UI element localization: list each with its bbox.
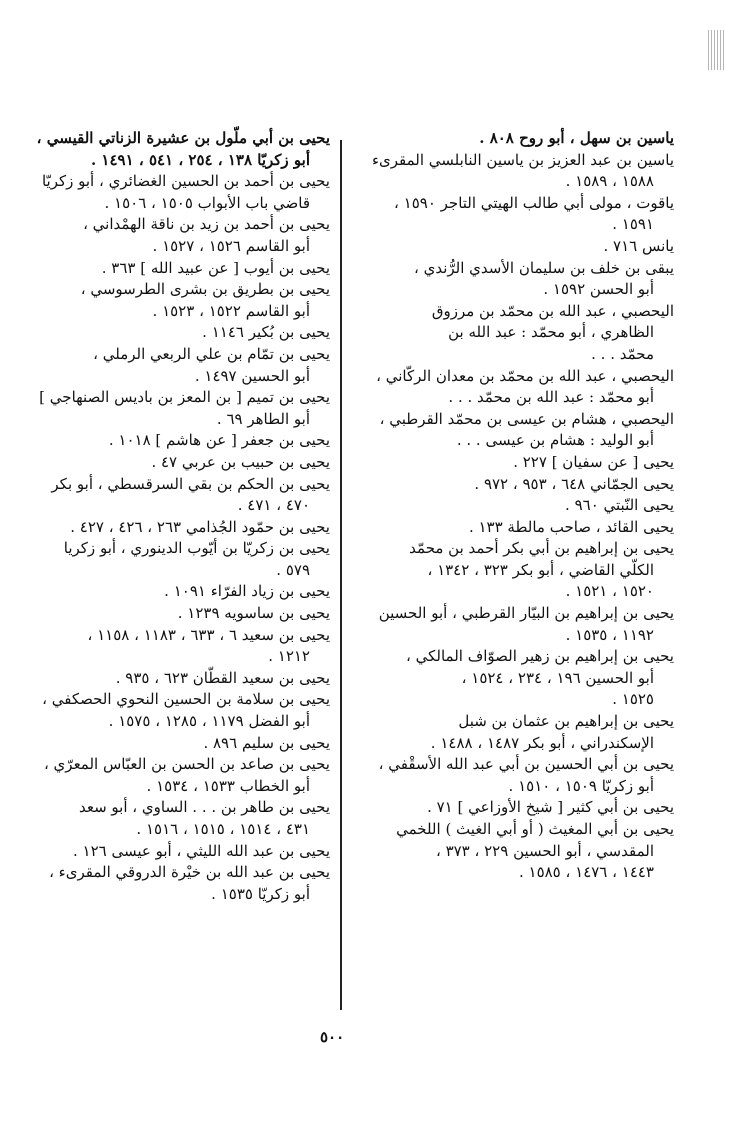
index-entry <box>30 128 330 171</box>
index-entry <box>352 128 674 150</box>
entry-heading-line: يحيى بن عبد الله الليثي ، أبو عيسى ١٢٦ . <box>73 841 330 860</box>
index-entry <box>30 171 330 214</box>
entry-heading-line: يحيى بن حمّود الجُذامي ٢٦٣ ، ٤٢٦ ، ٤٢٧ . <box>70 517 330 536</box>
entry-continuation-line: قاضي باب الأبواب ١٥٠٥ ، ١٥٠٦ . <box>104 193 310 212</box>
entry-heading-line: يحيى بن إبراهيم بن أبي بكر أحمد بن محمّد <box>409 539 674 558</box>
entry-heading-line: يحيى بن زياد الفرّاء ١٠٩١ . <box>164 582 330 601</box>
entry-heading-line: يحيى بن إبراهيم بن البيّار القرطبي ، أبو الحسين <box>378 604 674 623</box>
entry-continuation-line: أبو زكريّا ١٥٠٩ ، ١٥١٠ . <box>508 776 654 795</box>
entry-heading-line: يحيى بن جعفر [ عن هاشم ] ١٠١٨ . <box>108 431 330 450</box>
entry-continuation-line: أبو زكريّا ١٣٨ ، ٢٥٤ ، ٥٤١ ، ١٤٩١ . <box>90 150 310 169</box>
index-entry <box>352 150 674 193</box>
entry-heading-line: يحيى بن أبي الحسين بن أبي عبد الله الأسقْفي ، <box>378 755 674 774</box>
entry-continuation-line: ١٥٨٨ ، ١٥٨٩ . <box>565 172 654 191</box>
index-entry <box>30 322 330 344</box>
index-entry <box>30 841 330 863</box>
index-entry <box>352 517 674 539</box>
entry-heading-line: يحيى بن تمّام بن علي الربعي الرملي ، <box>93 344 330 363</box>
index-entry <box>30 214 330 257</box>
entry-heading-line: يحيى القائد ، صاحب مالطة ١٣٣ . <box>468 517 674 536</box>
entry-continuation-line: ٤٧٠ ، ٤٧١ . <box>237 496 310 515</box>
index-entry <box>30 344 330 387</box>
entry-heading-line: يحيى بن أيوب [ عن عبيد الله ] ٣٦٣ . <box>101 258 330 277</box>
entry-continuation-line: المقدسي ، أبو الحسين ٢٢٩ ، ٣٧٣ ، <box>435 841 654 860</box>
index-column-right <box>352 128 674 884</box>
entry-continuation-line: ١٢١٢ . <box>268 647 310 666</box>
index-entry <box>352 301 674 366</box>
index-entry <box>352 711 674 754</box>
entry-continuation-line: أبو الفضل ١١٧٩ ، ١٢٨٥ ، ١٥٧٥ . <box>108 712 310 731</box>
index-entry <box>30 668 330 690</box>
index-entry <box>352 409 674 452</box>
index-entry <box>352 797 674 819</box>
entry-continuation-line: أبو القاسم ١٥٢٢ ، ١٥٢٣ . <box>152 301 310 320</box>
entry-continuation-line: أبو الخطاب ١٥٣٣ ، ١٥٣٤ . <box>146 776 310 795</box>
entry-continuation-line: ٤٣١ ، ١٥١٤ ، ١٥١٥ ، ١٥١٦ . <box>136 820 310 838</box>
column-divider <box>340 140 342 1010</box>
entry-continuation-line: أبو الحسين ١٩٦ ، ٢٣٤ ، ١٥٢٤ ، <box>461 668 654 687</box>
entry-heading-line: يحيى بن سليم ٨٩٦ . <box>203 733 330 752</box>
index-entry <box>352 366 674 409</box>
entry-heading-line: يحيى بن أحمد بن زيد بن ناقة الهمْداني ، <box>83 215 330 234</box>
entry-heading-line: يانس ٧١٦ . <box>603 236 674 255</box>
page-number: ٥٠٠ <box>320 1028 345 1046</box>
index-entry <box>30 603 330 625</box>
entry-heading-line: يحيى بن تميم [ بن المعز بن باديس الصنهاجي ] <box>39 388 330 407</box>
entry-continuation-line: أبو الحسين ١٤٩٧ . <box>194 366 310 385</box>
index-entry <box>352 538 674 603</box>
index-entry <box>352 193 674 236</box>
entry-heading-line: يحيى بن زكريّا بن أيّوب الدينوري ، أبو زكريا <box>63 539 330 558</box>
entry-heading-line: يحيى النّبتي ٩٦٠ . <box>565 496 674 515</box>
index-entry <box>352 452 674 474</box>
entry-heading-line: اليحصبي ، عبد الله بن محمّد بن معدان الركّاني ، <box>376 366 674 385</box>
entry-heading-line: ياقوت ، مولى أبي طالب الهيتي التاجر ١٥٩٠ ، <box>394 193 674 212</box>
index-entry <box>30 279 330 322</box>
scan-edge-artifact <box>708 30 724 70</box>
index-entry <box>352 258 674 301</box>
entry-heading-line: يحيى بن سعيد ٦ ، ٦٣٣ ، ١١٨٣ ، ١١٥٨ ، <box>87 625 330 644</box>
entry-continuation-line: ١٥٢٥ . <box>612 690 654 709</box>
entry-continuation-line: أبو الطاهر ٦٩ . <box>216 409 310 428</box>
entry-heading-line: يحيى بن سلامة بن الحسين النحوي الحصكفي ، <box>42 690 330 709</box>
entry-heading-line: يبقى بن خلف بن سليمان الأسدي الرُّندي ، <box>414 258 674 277</box>
entry-heading-line: يحيى بن عبد الله بن خيْرة الدروقي المقرىء ، <box>49 863 330 882</box>
index-entry <box>352 474 674 496</box>
entry-continuation-line: أبو القاسم ١٥٢٦ ، ١٥٢٧ . <box>152 236 310 255</box>
entry-heading-line: يحيى بن أحمد بن الحسين الغضائري ، أبو زكريّا <box>41 172 330 191</box>
index-entry <box>30 387 330 430</box>
entry-heading-line: يحيى بن حبيب بن عربي ٤٧ . <box>151 452 330 471</box>
entry-heading-line: يحيى بن ساسويه ١٢٣٩ . <box>177 604 330 623</box>
entry-heading-line: يحيى بن إبراهيم بن عثمان بن شبل <box>458 712 674 731</box>
index-entry <box>352 236 674 258</box>
entry-continuation-line: الظاهري ، أبو محمّد : عبد الله بن <box>448 323 654 342</box>
entry-continuation-line: ١٥٩١ . <box>612 215 654 234</box>
entry-heading-line: يحيى بن إبراهيم بن زهير الصوّاف المالكي ، <box>405 647 674 666</box>
index-entry <box>30 862 330 905</box>
index-entry <box>352 603 674 646</box>
entry-continuation-line: أبو محمّد : عبد الله بن محمّد . . . <box>448 388 654 407</box>
entry-continuation-line: أبو الوليد : هشام بن عيسى . . . <box>456 431 654 450</box>
index-entry <box>352 646 674 711</box>
index-entry <box>30 797 330 840</box>
entry-continuation-line: ١٤٤٣ ، ١٤٧٦ ، ١٥٨٥ . <box>518 863 654 882</box>
entry-heading-line: اليحصبي ، هشام بن عيسى بن محمّد القرطبي ، <box>379 409 674 428</box>
index-entry <box>30 625 330 668</box>
entry-continuation-line: ١٥٢٠ ، ١٥٢١ . <box>565 582 654 601</box>
entry-continuation-line: ١١٩٢ ، ١٥٣٥ . <box>565 625 654 644</box>
entry-heading-line: ياسين بن عبد العزيز بن ياسين النابلسي المقرىء <box>371 150 674 169</box>
entry-heading-line: يحيى بن الحكم بن بقي السرقسطي ، أبو بكر <box>51 474 330 493</box>
entry-heading-line: يحيى بن سعيد القطّان ٦٢٣ ، ٩٣٥ . <box>115 668 330 687</box>
entry-heading-line: يحيى [ عن سفيان ] ٢٢٧ . <box>513 452 674 471</box>
index-entry <box>30 689 330 732</box>
index-entry <box>30 538 330 581</box>
index-column-left <box>30 128 330 905</box>
index-entry <box>30 733 330 755</box>
entry-heading-line: اليحصبي ، عبد الله بن محمّد بن مرزوق <box>431 301 674 320</box>
entry-continuation-line: الكلّي القاضي ، أبو بكر ٣٢٣ ، ١٣٤٢ ، <box>427 560 654 579</box>
index-entry <box>352 495 674 517</box>
entry-heading-line: يحيى بن طاهر بن . . . الساوي ، أبو سعد <box>78 798 330 817</box>
entry-continuation-line: الإسكندراني ، أبو بكر ١٤٨٧ ، ١٤٨٨ . <box>430 733 654 752</box>
entry-heading-line: يحيى بن بُكير ١١٤٦ . <box>202 323 330 342</box>
entry-continuation-line: محمّد . . . <box>591 344 654 363</box>
entry-heading-line: يحيى بن بطريق بن بشرى الطرسوسي ، <box>80 280 330 299</box>
index-entry <box>30 581 330 603</box>
entry-continuation-line: أبو زكريّا ١٥٣٥ . <box>211 884 310 903</box>
index-entry <box>30 517 330 539</box>
entry-continuation-line: ٥٧٩ . <box>276 560 310 579</box>
entry-heading-line: يحيى بن أبي المغيث ( أو أبي الغيث ) اللخمي <box>396 820 674 838</box>
entry-heading-line: ياسين بن سهل ، أبو روح ٨٠٨ . <box>479 129 674 147</box>
entry-heading-line: يحيى بن صاعد بن الحسن بن العبّاس المعرّي ، <box>43 755 330 774</box>
index-entry <box>30 474 330 517</box>
entry-heading-line: يحيى بن أبي كثير [ شيخ الأوزاعي ] ٧١ . <box>427 798 674 817</box>
index-entry <box>352 819 674 884</box>
entry-heading-line: يحيى بن أبي ملّول بن عشيرة الزناتي القيسي ، <box>36 129 330 147</box>
index-entry <box>352 754 674 797</box>
index-entry <box>30 754 330 797</box>
index-entry <box>30 430 330 452</box>
index-entry <box>30 258 330 280</box>
entry-continuation-line: أبو الحسن ١٥٩٢ . <box>543 280 654 299</box>
index-entry <box>30 452 330 474</box>
entry-heading-line: يحيى الجمّاني ٦٤٨ ، ٩٥٣ ، ٩٧٢ . <box>474 474 674 493</box>
